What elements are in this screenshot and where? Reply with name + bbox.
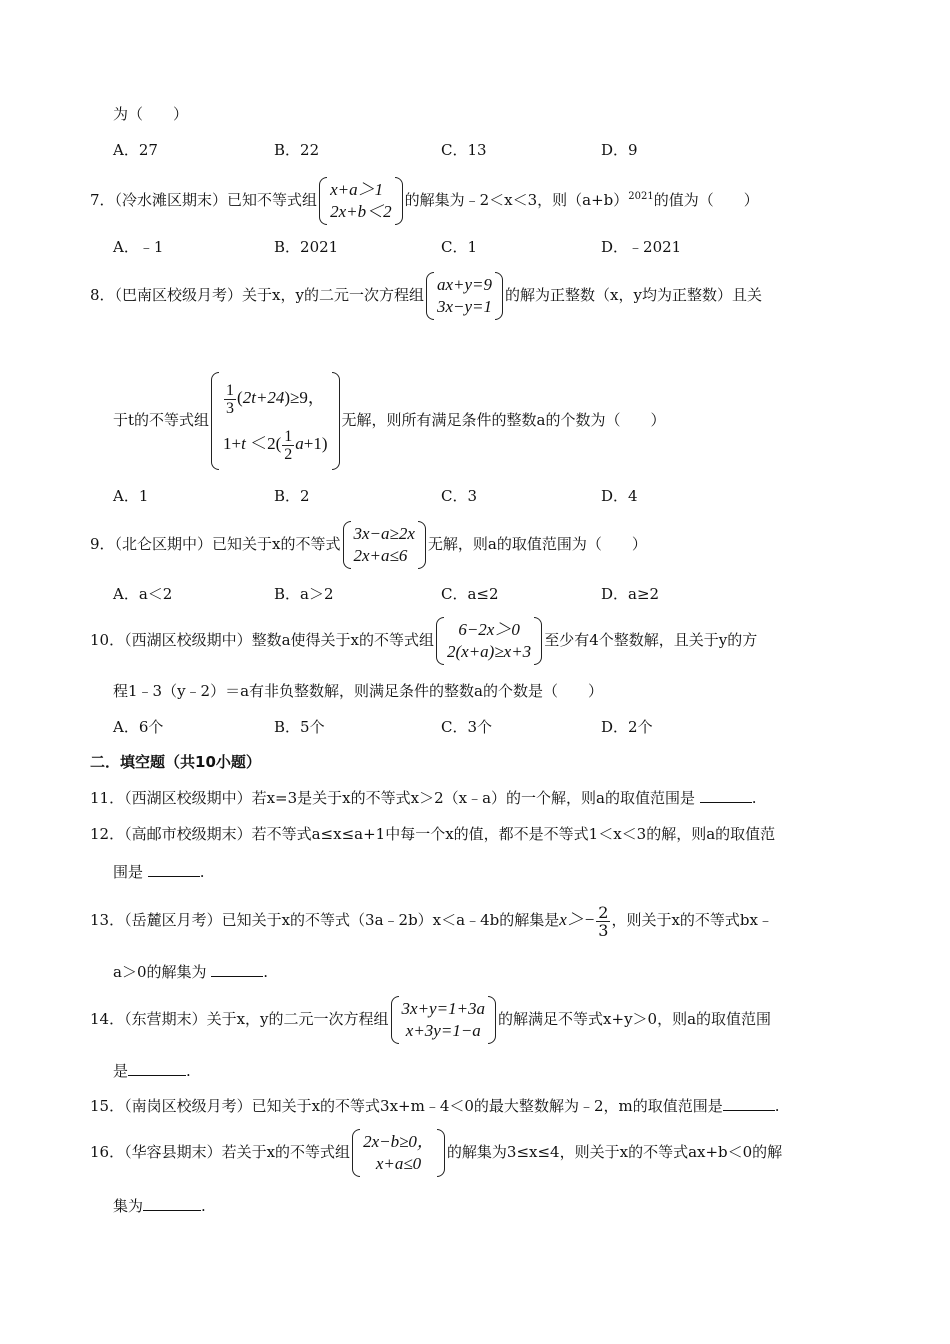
q16-number: 16． — [90, 1143, 125, 1161]
question-16 — [90, 1128, 782, 1177]
q7-option-c[interactable]: C．1 — [441, 238, 478, 256]
q7-text: 的解集为﹣2＜x＜3，则（a+b） — [404, 191, 629, 209]
q14-line2: 是 . — [113, 1062, 191, 1080]
q10-option-c[interactable]: C．3个 — [441, 718, 493, 736]
q11-number: 11． — [90, 789, 125, 807]
q7-number: 7． — [90, 191, 115, 209]
q7-source: （冷水滩区期末）已知不等式组 — [114, 191, 318, 209]
q6-option-b[interactable]: B．22 — [274, 141, 320, 159]
q9-source: （北仑区期中）已知关于x的不等式 — [114, 535, 341, 553]
q8-equation-system: ax+y=9 3x−y=1 — [426, 272, 503, 320]
question-9 — [90, 520, 647, 569]
question-14 — [90, 995, 771, 1044]
q11-text: （西湖区校级期中）若x=3是关于x的不等式x＞2（x﹣a）的一个解，则a的取值范围是 — [124, 789, 695, 807]
q12-line2: 围是 . — [113, 863, 205, 881]
q8-line2-end: 无解，则所有满足条件的整数a的个数为（ ） — [341, 411, 666, 429]
q13-tail: ，则关于x的不等式bx﹣ — [611, 911, 773, 929]
q13-solution: x＞− — [559, 910, 596, 929]
question-10 — [90, 616, 757, 665]
question-7 — [90, 173, 759, 225]
q9-inequality-system: 3x−a≥2x 2x+a≤6 — [343, 521, 426, 569]
q15-number: 15． — [90, 1097, 125, 1115]
q7-exponent: 2021 — [628, 191, 654, 202]
q16-text: 的解集为3≤x≤4，则关于x的不等式ax+b＜0的解 — [446, 1143, 783, 1161]
q8-option-b[interactable]: B．2 — [274, 487, 310, 505]
q13-line2: a＞0的解集为 . — [113, 963, 269, 981]
q16-source: （华容县期末）若关于x的不等式组 — [124, 1143, 351, 1161]
q7-option-a[interactable]: A．﹣1 — [113, 238, 164, 256]
q10-source: （西湖区校级期中）整数a使得关于x的不等式组 — [124, 631, 434, 649]
q16-answer-blank[interactable] — [143, 1196, 201, 1211]
question-12 — [90, 824, 775, 844]
q15-answer-blank[interactable] — [723, 1096, 775, 1111]
q16-inequality-system: 2x−b≥0， x+a≤0 — [352, 1129, 445, 1177]
q7-option-b[interactable]: B．2021 — [274, 238, 339, 256]
q12-text: （高邮市校级期末）若不等式a≤x≤a+1中每一个x的值，都不是不等式1＜x＜3的解，则a的取值范 — [124, 825, 776, 843]
q12-answer-blank[interactable] — [148, 862, 200, 877]
q6-option-c[interactable]: C．13 — [441, 141, 487, 159]
q14-number: 14． — [90, 1010, 125, 1028]
q13-number: 13． — [90, 911, 125, 929]
q9-option-d[interactable]: D．a≥2 — [601, 585, 660, 603]
q8-source: （巴南区校级月考）关于x，y的二元一次方程组 — [114, 286, 424, 304]
q10-number: 10． — [90, 631, 125, 649]
q11-answer-blank[interactable] — [700, 788, 752, 803]
question-13 — [90, 896, 773, 944]
q8-option-d[interactable]: D．4 — [601, 487, 638, 505]
q8-option-c[interactable]: C．3 — [441, 487, 478, 505]
q13-fraction: $\frac{2}{3}$ — [598, 902, 609, 940]
q9-option-a[interactable]: A．a＜2 — [113, 585, 173, 603]
q6-continuation: 为（ ） — [113, 105, 189, 123]
q9-option-b[interactable]: B．a＞2 — [274, 585, 334, 603]
q10-option-d[interactable]: D．2个 — [601, 718, 653, 736]
q8-option-a[interactable]: A．1 — [113, 487, 149, 505]
q9-text: 无解，则a的取值范围为（ ） — [427, 535, 647, 553]
q9-option-c[interactable]: C．a≤2 — [441, 585, 499, 603]
q10-text: 至少有4个整数解，且关于y的方 — [544, 631, 758, 649]
q15-text: （南岗区校级月考）已知关于x的不等式3x+m﹣4＜0的最大整数解为﹣2，m的取值范围是 — [124, 1097, 723, 1115]
q14-equation-system: 3x+y=1+3a x+3y=1−a — [391, 996, 497, 1044]
q6-option-a[interactable]: A．27 — [113, 141, 158, 159]
question-15: 15．（南岗区校级月考）已知关于x的不等式3x+m﹣4＜0的最大整数解为﹣2，m的取值范围是 . — [90, 1097, 780, 1115]
q16-line2: 集为 . — [113, 1197, 206, 1215]
section-2-heading: 二．填空题（共10小题） — [90, 753, 261, 771]
q8-inequality-system: $\frac{1}{3}$ (2t+24)≥9， 1+t ＜2( $\frac{1}{2}$ a+1) — [211, 372, 340, 470]
question-8 — [90, 271, 762, 320]
q8-number: 8． — [90, 286, 115, 304]
q6-option-d[interactable]: D．9 — [601, 141, 638, 159]
q10-option-a[interactable]: A．6个 — [113, 718, 164, 736]
question-11: 11．（西湖区校级期中）若x=3是关于x的不等式x＞2（x﹣a）的一个解，则a的取值范围是 . — [90, 789, 757, 807]
q10-option-b[interactable]: B．5个 — [274, 718, 325, 736]
question-8-line2 — [113, 370, 665, 470]
q10-line2: 程1﹣3（y﹣2）＝a有非负整数解，则满足条件的整数a的个数是（ ） — [113, 682, 603, 700]
q7-tail: 的值为（ ） — [653, 191, 759, 209]
q14-answer-blank[interactable] — [128, 1061, 186, 1076]
q12-number: 12． — [90, 825, 125, 843]
q10-inequality-system: 6−2x＞0 2(x+a)≥x+3 — [436, 617, 542, 665]
q7-option-d[interactable]: D．﹣2021 — [601, 238, 682, 256]
q9-number: 9． — [90, 535, 115, 553]
q8-text: 的解为正整数（x，y均为正整数）且关 — [505, 286, 762, 304]
q14-source: （东营期末）关于x，y的二元一次方程组 — [124, 1010, 389, 1028]
q14-text: 的解满足不等式x+y＞0，则a的取值范围 — [498, 1010, 772, 1028]
q13-text: （岳麓区月考）已知关于x的不等式（3a﹣2b）x＜a﹣4b的解集是 — [124, 911, 560, 929]
q7-inequality-system: x+a＞1 2x+b＜2 — [319, 177, 403, 225]
q8-line2-start: 于t的不等式组 — [113, 411, 210, 429]
q13-answer-blank[interactable] — [211, 962, 263, 977]
